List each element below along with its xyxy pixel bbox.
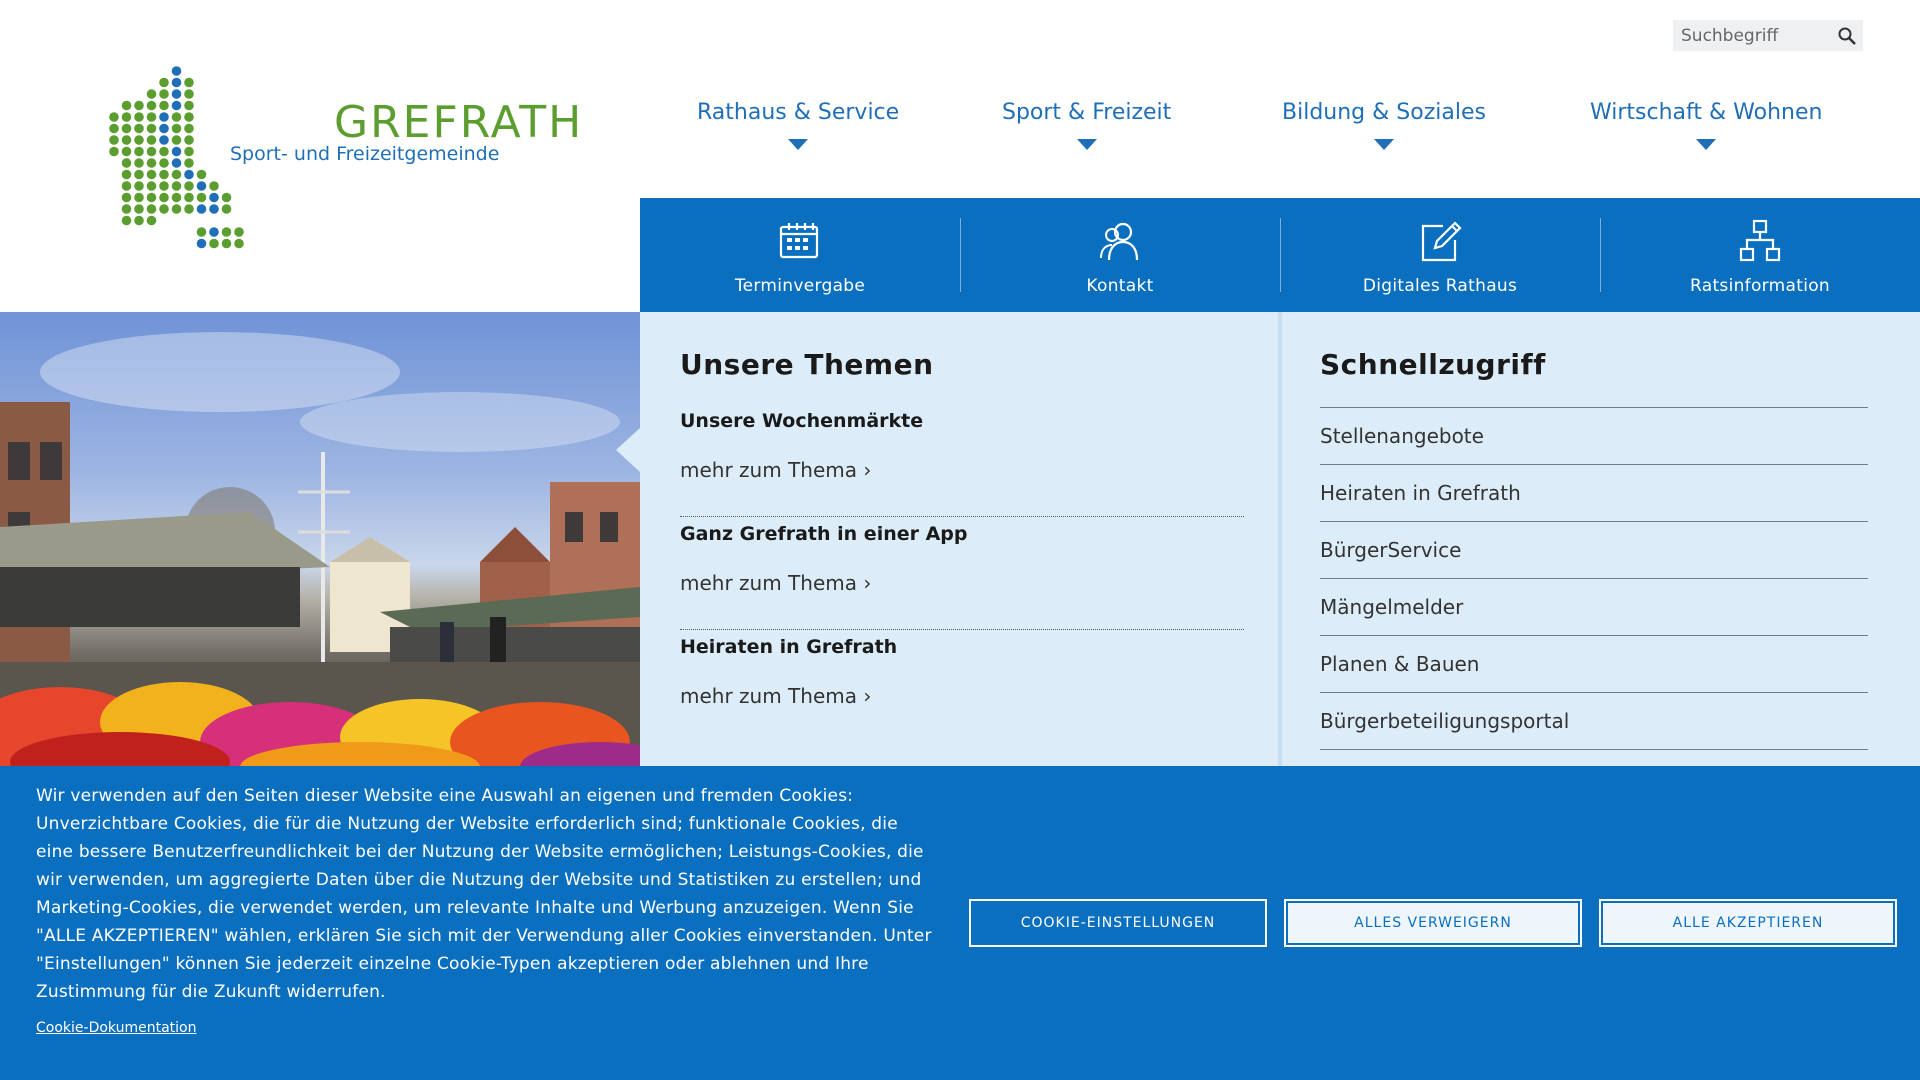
quickbar-label: Terminvergabe — [734, 276, 866, 296]
chevron-down-icon — [1374, 139, 1394, 150]
themes-title: Unsere Themen — [680, 348, 934, 381]
topic-title: Heiraten in Grefrath — [680, 636, 898, 658]
site-logo[interactable] — [108, 65, 584, 255]
quick-link-stellenangebote[interactable]: Stellenangebote — [1320, 408, 1868, 465]
nav-label: Bildung & Soziales — [1282, 100, 1486, 125]
cookie-deny-button[interactable]: ALLES VERWEIGERN — [1284, 899, 1582, 947]
cookie-settings-button[interactable]: COOKIE-EINSTELLUNGEN — [969, 899, 1267, 947]
contact-people-icon — [1097, 218, 1143, 264]
logo-tagline: Sport- und Freizeitgemeinde — [230, 143, 500, 165]
topic-title: Ganz Grefrath in einer App — [680, 523, 968, 545]
nav-label: Wirtschaft & Wohnen — [1590, 100, 1823, 125]
topic-title: Unsere Wochenmärkte — [680, 410, 924, 432]
search-icon[interactable] — [1837, 26, 1857, 46]
main-navigation — [640, 100, 1920, 160]
quick-link-buergerbeteiligung[interactable]: Bürgerbeteiligungsportal — [1320, 693, 1868, 750]
topic-item — [680, 410, 1244, 517]
nav-sport-freizeit[interactable] — [1002, 100, 1171, 150]
panel-pointer — [616, 428, 640, 472]
search-input[interactable] — [1673, 20, 1833, 51]
topic-item — [680, 523, 1244, 630]
quick-access-panel — [1278, 312, 1920, 772]
calendar-icon — [777, 218, 823, 264]
quick-link-maengelmelder[interactable]: Mängelmelder — [1320, 579, 1868, 636]
topic-more-link[interactable]: mehr zum Thema › — [680, 684, 872, 708]
hero-image-market — [0, 312, 640, 772]
quick-access-title: Schnellzugriff — [1320, 348, 1546, 381]
nav-label: Sport & Freizeit — [1002, 100, 1172, 125]
quick-access-list — [1320, 407, 1868, 750]
nav-wirtschaft-wohnen[interactable] — [1590, 100, 1822, 150]
cookie-banner — [0, 766, 1920, 1080]
service-quickbar — [640, 198, 1920, 312]
chevron-down-icon — [1696, 139, 1716, 150]
chevron-down-icon — [1077, 139, 1097, 150]
quickbar-label: Digitales Rathaus — [1362, 276, 1518, 296]
cookie-documentation-link[interactable]: Cookie-Dokumentation — [36, 1020, 197, 1036]
search-box — [1673, 20, 1863, 51]
cookie-accept-button[interactable]: ALLE AKZEPTIEREN — [1599, 899, 1897, 947]
quickbar-digitales-rathaus[interactable] — [1280, 198, 1600, 312]
org-chart-icon — [1737, 218, 1783, 264]
topic-more-link[interactable]: mehr zum Thema › — [680, 458, 872, 482]
quick-link-buergerservice[interactable]: BürgerService — [1320, 522, 1868, 579]
edit-pencil-icon — [1417, 218, 1463, 264]
cookie-text: Wir verwenden auf den Seiten dieser Website eine Auswahl an eigenen und fremden Cookies: Unverzichtbare Cookies, die für die Nutzung der Website erforderlich sind; funktionale Cookies, die eine bessere Benutzerfreundlichkeit bei der Nutzung der Website ermöglichen; Leistungs-Cookies, die wir verwenden, um aggregierte Daten über die Nutzung der Website und Statistiken zu erstellen; und Marketing-Cookies, die verwendet werden, um relevante Inhalte und Werbung anzuzeigen. Wenn Sie "ALLE AKZEPTIEREN" wählen, erklären Sie sich mit der Verwendung aller Cookies einverstanden. Unter "Einstellungen" können Sie jederzeit einzelne Cookie-Typen akzeptieren oder ablehnen und Ihre Zustimmung für die Zukunft widerrufen. — [36, 786, 932, 1002]
themes-panel — [640, 312, 1278, 772]
quickbar-kontakt[interactable] — [960, 198, 1280, 312]
topic-item — [680, 636, 1244, 743]
quickbar-label: Kontakt — [1086, 276, 1154, 296]
quickbar-ratsinformation[interactable] — [1600, 198, 1920, 312]
quick-link-heiraten[interactable]: Heiraten in Grefrath — [1320, 465, 1868, 522]
nav-label: Rathaus & Service — [697, 100, 900, 125]
quick-link-planen-bauen[interactable]: Planen & Bauen — [1320, 636, 1868, 693]
quickbar-label: Ratsinformation — [1690, 276, 1830, 296]
quickbar-terminvergabe[interactable] — [640, 198, 960, 312]
logo-wordmark: GREFRATH — [334, 97, 584, 148]
nav-bildung-soziales[interactable] — [1282, 100, 1486, 150]
chevron-down-icon — [788, 139, 808, 150]
topic-more-link[interactable]: mehr zum Thema › — [680, 571, 872, 595]
nav-rathaus-service[interactable] — [697, 100, 899, 150]
